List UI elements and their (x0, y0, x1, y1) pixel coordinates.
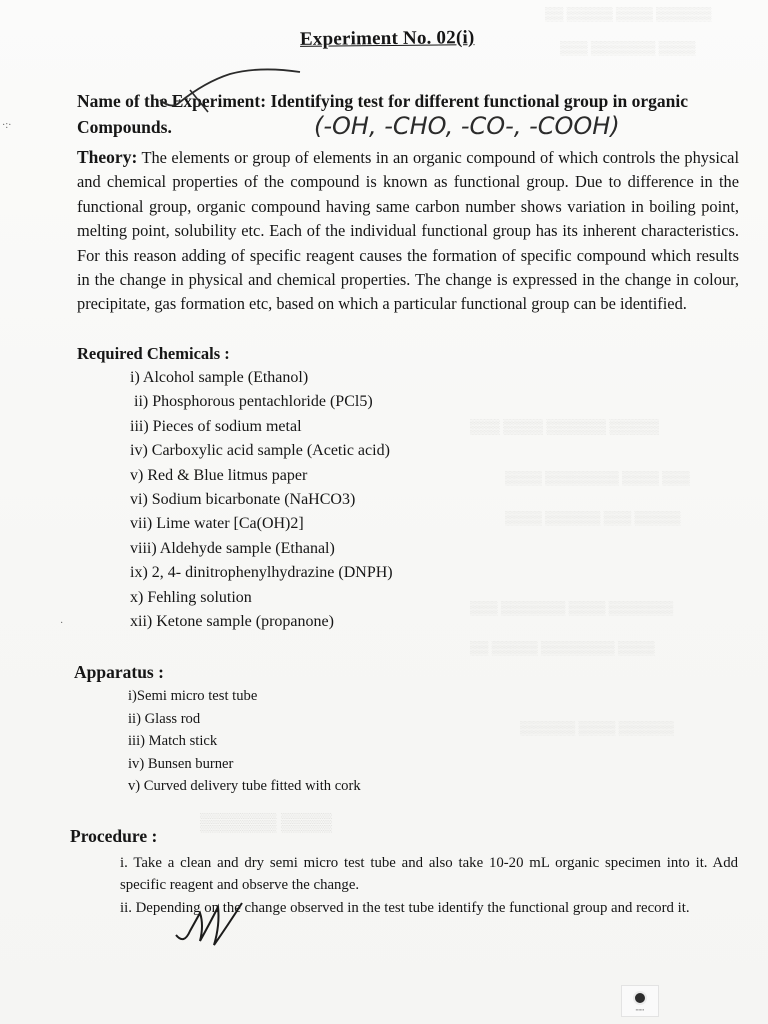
bleed-through-text: ▒▒▒▒▒ ▒▒▒▒▒▒ ▒▒▒▒ ▒▒▒ (470, 420, 660, 435)
list-item: i) Alcohol sample (Ethanol) (130, 369, 309, 386)
bleed-through-text: ▒▒▒▒▒▒▒ ▒▒▒▒ ▒▒▒▒▒▒▒ ▒▒▒ (470, 600, 674, 615)
list-item: viii) Aldehyde sample (Ethanal) (130, 539, 335, 557)
scanner-logo-icon (633, 991, 647, 1005)
theory-paragraph (77, 145, 739, 317)
list-item: vii) Lime water [Ca(OH)2] (130, 515, 304, 533)
procedure-steps (120, 852, 738, 919)
handwritten-groups-text: (-OH, -CHO, -CO-, -COOH) (314, 112, 620, 140)
list-item: v) Red & Blue litmus paper (130, 466, 308, 484)
list-item: ii) Phosphorous pentachloride (PCl5) (134, 393, 373, 411)
page-title: Experiment No. 02(i) (299, 27, 475, 50)
list-item: vi) Sodium bicarbonate (NaHCO3) (130, 491, 356, 509)
experiment-name-text: Identifying test for different functional group in organic Compounds. (77, 91, 689, 137)
required-chemicals-heading: Required Chemicals : (77, 344, 230, 363)
list-item: x) Fehling solution (130, 588, 252, 606)
apparatus-heading: Apparatus : (74, 662, 164, 682)
list-item: iv) Bunsen burner (128, 755, 234, 772)
bleed-through-text: ▒▒▒▒ ▒▒▒▒▒▒▒▒ ▒▒▒▒▒ ▒▒ (470, 640, 655, 655)
margin-speck: · (60, 618, 64, 629)
experiment-name (77, 88, 747, 140)
bleed-through-text: ▒▒▒▒▒ ▒▒▒ ▒▒▒▒▒▒ ▒▒▒▒ (505, 510, 681, 525)
list-item: iii) Pieces of sodium metal (130, 417, 302, 435)
scanner-logo-mark: ▪▪▪▪▪▪ (635, 1006, 645, 1012)
procedure-step: i. Take a clean and dry semi micro test tube and also take 10-20 mL organic specimen into it. Add specific reagent and observe the change. (120, 855, 738, 894)
theory-label: Theory: (77, 147, 138, 167)
list-item: ii) Glass rod (128, 710, 201, 727)
list-item: ix) 2, 4- dinitrophenylhydrazine (DNPH) (130, 564, 393, 582)
chemicals-list (130, 366, 460, 634)
list-item: iv) Carboxylic acid sample (Acetic acid) (130, 442, 390, 460)
apparatus-list (128, 685, 448, 798)
bleed-through-text: ▒▒▒ ▒▒▒▒ ▒▒▒▒▒▒▒▒ ▒▒▒▒ (505, 470, 690, 485)
bleed-through-text: ▒▒▒▒▒▒ ▒▒▒▒ ▒▒▒▒▒▒ (520, 720, 674, 735)
bleed-through-text: ▒▒▒▒ ▒▒▒▒▒▒ (200, 812, 333, 832)
scanner-watermark (621, 985, 659, 1017)
bleed-through-text: ▒▒▒▒ ▒▒▒▒▒▒▒ ▒▒▒ (560, 40, 696, 55)
margin-speck: ·:· (2, 120, 12, 131)
bleed-through-text: ▒▒▒▒▒▒ ▒▒▒▒ ▒▒▒▒▒ ▒▒ (545, 6, 712, 21)
list-item: iii) Match stick (128, 733, 218, 750)
list-item: v) Curved delivery tube fitted with cork (128, 778, 361, 795)
procedure-step: ii. Depending on the change observed in the test tube identify the functional group and record it. (120, 899, 690, 916)
theory-text: The elements or group of elements in an organic compound of which controls the physical and chemical properties of the compound is known as functional group. Due to difference in the functional group, organic compound having same carbon number shows variation in boiling point, melting point, solubility etc. Each of the individual functional group has its inherent characteristics. For this reason adding of specific reagent causes the formation of specific compound which results in the change in physical and chemical properties. The change is expressed in the change in colour, precipitate, gas formation etc, based on which a particular functional group can be identified. (77, 148, 739, 314)
experiment-name-label: Name of the Experiment: (77, 91, 267, 111)
list-item: xii) Ketone sample (propanone) (130, 613, 334, 631)
list-item: i)Semi micro test tube (128, 688, 258, 704)
procedure-heading: Procedure : (70, 826, 158, 846)
